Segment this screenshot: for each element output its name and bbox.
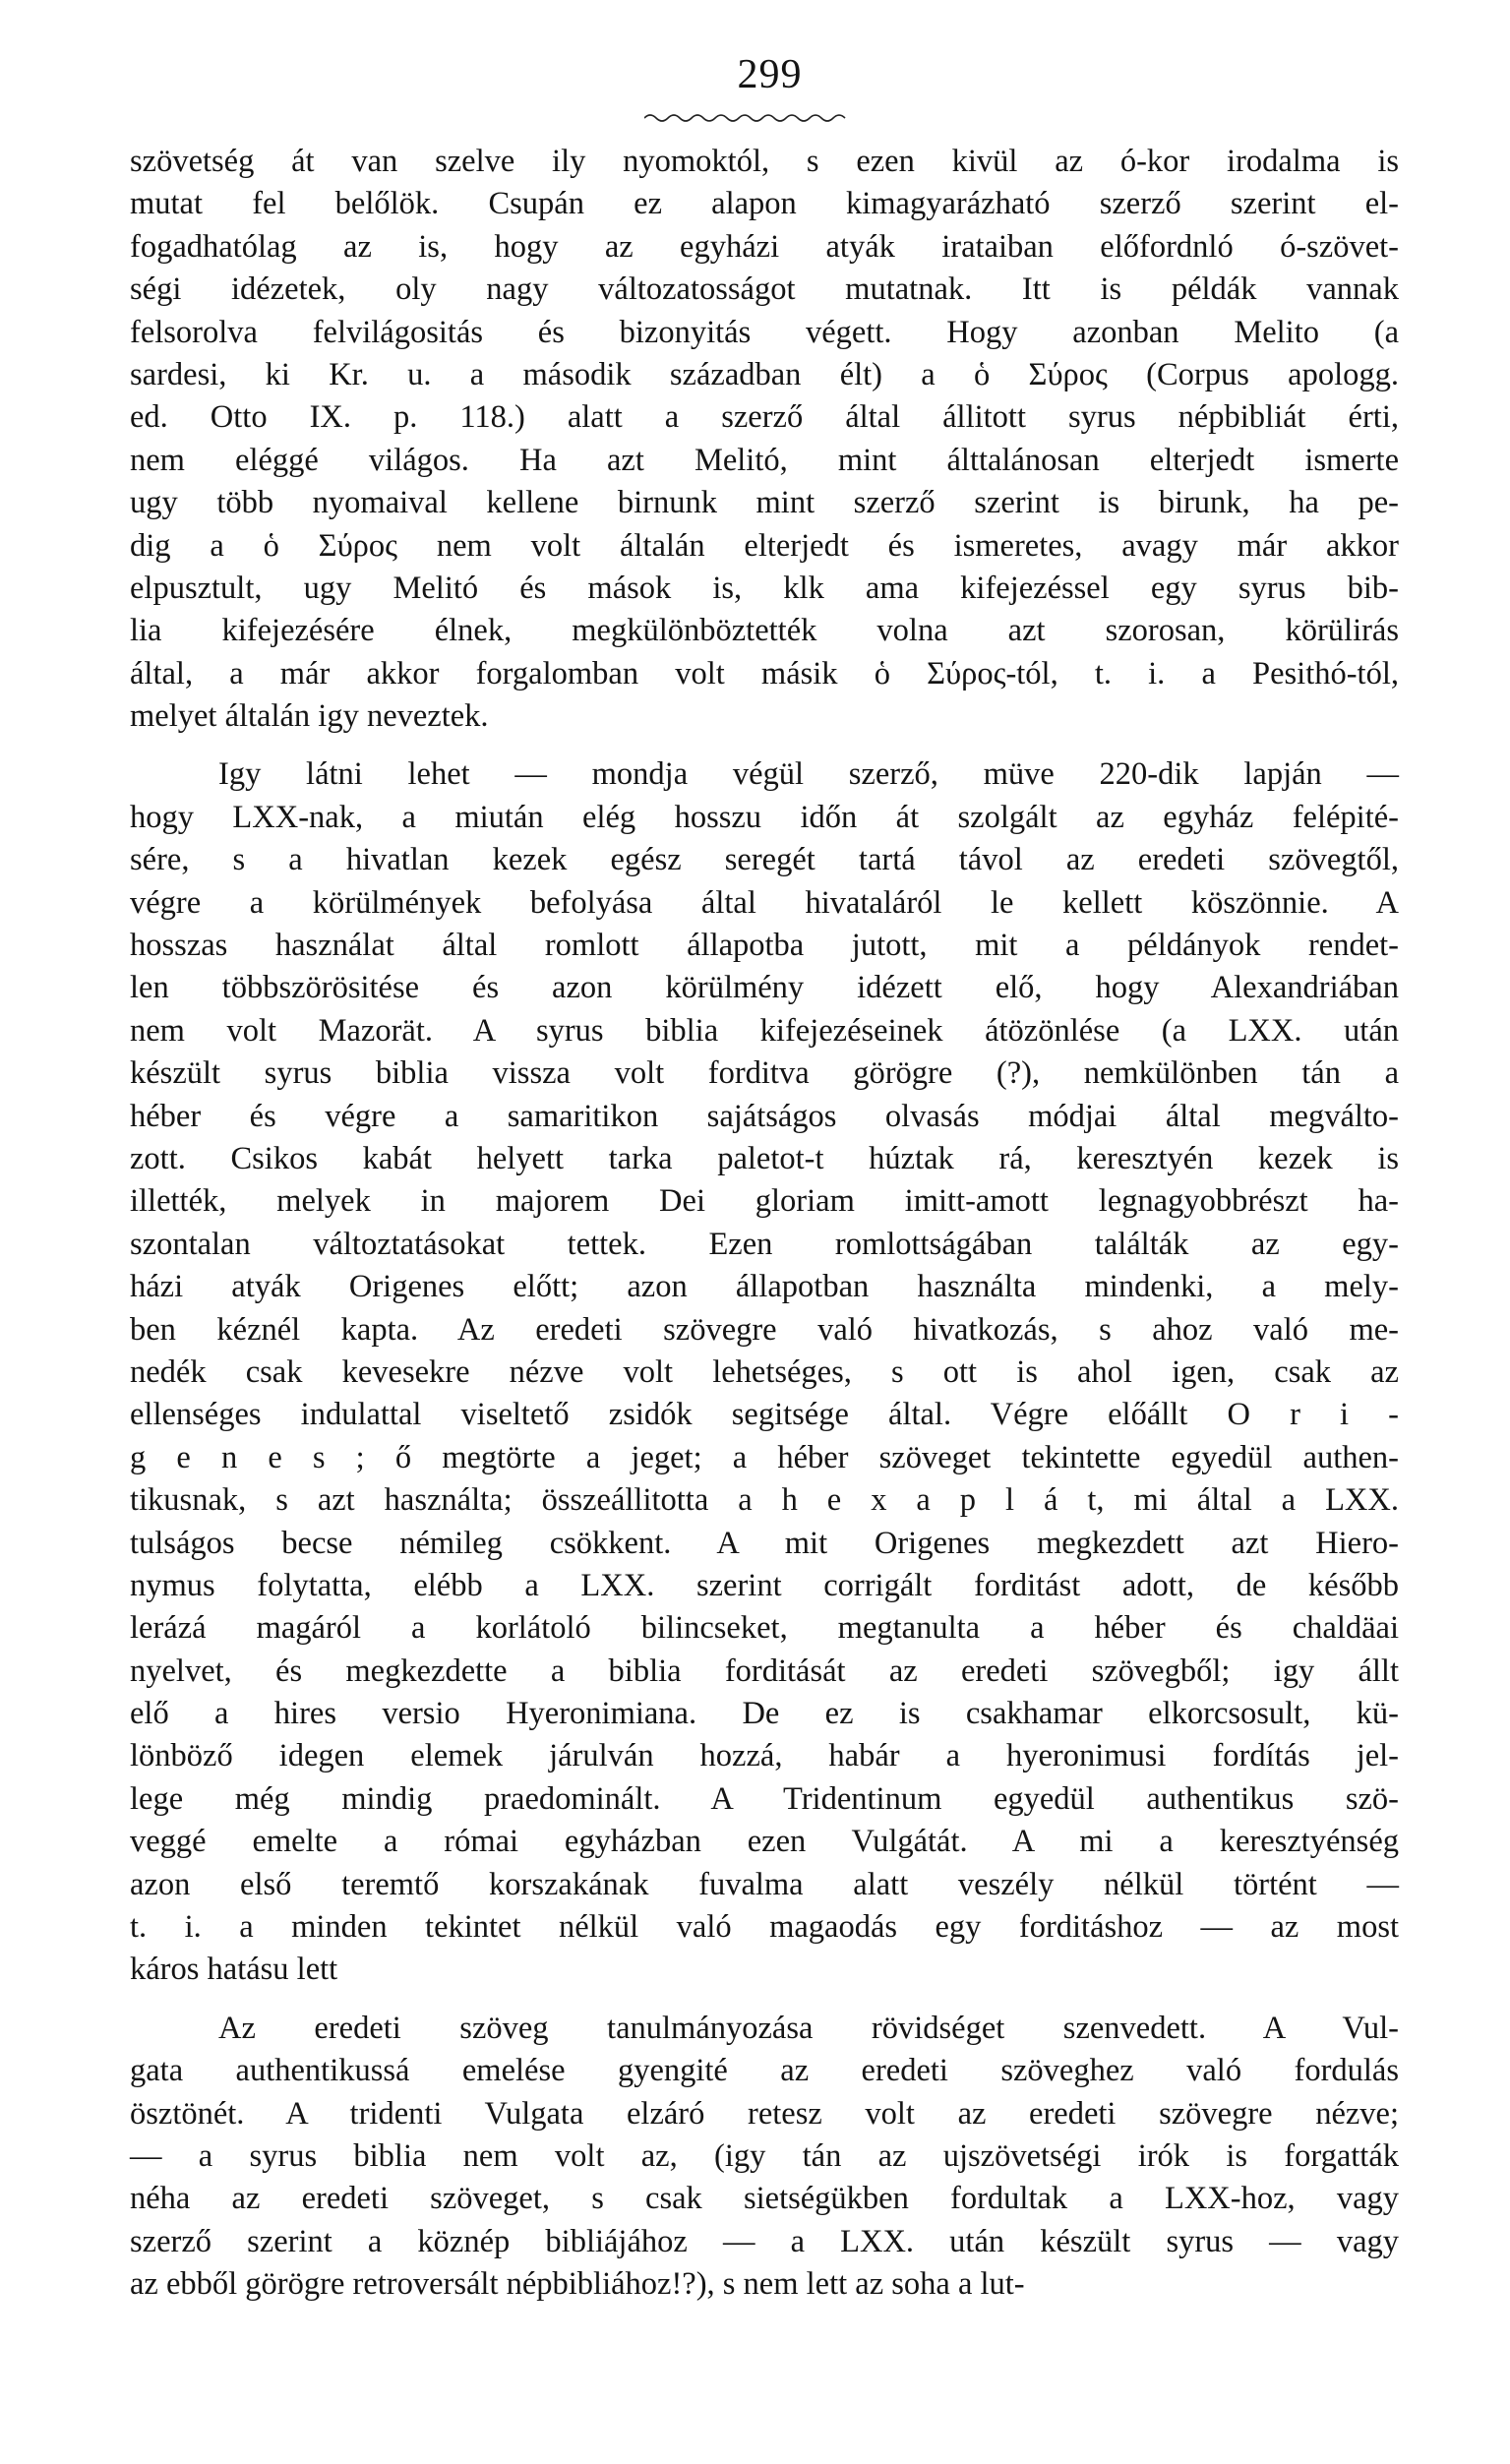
text-line: ed. Otto IX. p. 118.) alatt a szerző által állitott syrus népbibliát érti, [130, 399, 1399, 436]
text-line: gata authentikussá emelése gyengité az eredeti szöveghez való fordulás [130, 2053, 1399, 2089]
text-line: néha az eredeti szöveget, s csak sietségükben fordultak a LXX-hoz, vagy [130, 2181, 1399, 2217]
text-line: zott. Csikos kabát helyett tarka paletot-t húztak rá, keresztyén kezek is [130, 1140, 1399, 1176]
text-line: ellenséges indulattal viseltető zsidók segitsége által. Végre előállt O r i - [130, 1397, 1399, 1433]
text-line: Igy látni lehet — mondja végül szerző, müve 220-dik lapján — [218, 756, 1399, 793]
text-line: mutat fel belőlök. Csupán ez alapon kimagyarázható szerző szerint el- [130, 186, 1399, 222]
text-line: ösztönét. A tridenti Vulgata elzáró retesz volt az eredeti szövegre nézve; [130, 2095, 1399, 2132]
text-line: káros hatásu lett [130, 1952, 338, 1988]
text-line: nyelvet, és megkezdette a biblia forditását az eredeti szövegből; igy állt [130, 1653, 1399, 1689]
text-line: hosszas használat által romlott állapotba jutott, mit a példányok rendet- [130, 928, 1399, 964]
text-line: veggé emelte a római egyházban ezen Vulgátát. A mi a keresztyénség [130, 1824, 1399, 1860]
text-line: szontalan változtatásokat tettek. Ezen romlottságában találták az egy- [130, 1226, 1399, 1262]
wavy-rule-ornament [644, 110, 851, 126]
text-line: sére, s a hivatlan kezek egész seregét tartá távol az eredeti szövegtől, [130, 842, 1399, 878]
text-line: szövetség át van szelve ily nyomoktól, s ezen kivül az ó-kor irodalma is [130, 144, 1399, 179]
text-line: hogy LXX-nak, a miután elég hosszu időn át szolgált az egyház felépité- [130, 799, 1399, 835]
body-text [130, 141, 1399, 2307]
text-line: len többszörösitése és azon körülmény idézett elő, hogy Alexandriában [130, 970, 1399, 1006]
paragraph-gap [130, 1992, 1399, 2008]
text-line: — a syrus biblia nem volt az, (igy tán az ujszövetségi irók is forgatták [130, 2137, 1399, 2174]
paragraph [130, 2008, 1399, 2307]
text-line: illették, melyek in majorem Dei gloriam imitt-amott legnagyobbrészt ha- [130, 1183, 1399, 1220]
text-line: szerző szerint a köznép bibliájához — a LXX. után készült syrus — vagy [130, 2223, 1399, 2259]
text-line: ugy több nyomaival kellene birnunk mint szerző szerint is birunk, ha pe- [130, 485, 1399, 521]
text-line: által, a már akkor forgalomban volt másik ὁ Σύρος-tól, t. i. a Pesithó-tól, [130, 655, 1399, 691]
text-line: ben kéznél kapta. Az eredeti szövegre való hivatkozás, s ahoz való me- [130, 1311, 1399, 1348]
page-number: 299 [737, 52, 803, 97]
paragraph [130, 141, 1399, 738]
text-line: elpusztult, ugy Melitó és mások is, klk ama kifejezéssel egy syrus bib- [130, 570, 1399, 606]
text-line: nedék csak kevesekre nézve volt lehetséges, s ott is ahol igen, csak az [130, 1353, 1399, 1390]
text-line: melyet általán igy neveztek. [130, 698, 489, 735]
page-header [0, 51, 1510, 98]
text-line: nem volt Mazorät. A syrus biblia kifejezéseinek átözönlése (a LXX. után [130, 1012, 1399, 1049]
text-line: ségi idézetek, oly nagy változatosságot mutatnak. Itt is példák vannak [130, 271, 1399, 308]
text-line: az ebből görögre retroversált népbibliához!?), s nem lett az soha a lut- [130, 2266, 1025, 2303]
text-line: fogadhatólag az is, hogy az egyházi atyák irataiban előfordnló ó-szövet- [130, 228, 1399, 265]
text-line: héber és végre a samaritikon sajátságos olvasás módjai által megválto- [130, 1098, 1399, 1134]
text-line: lerázá magáról a korlátoló bilincseket, megtanulta a héber és chaldäai [130, 1610, 1399, 1647]
paragraph-gap [130, 738, 1399, 753]
text-line: lia kifejezésére élnek, megkülönböztették volna azt szorosan, körülirás [130, 613, 1399, 649]
text-line: sardesi, ki Kr. u. a második században élt) a ὁ Σύρος (Corpus apologg. [130, 356, 1399, 392]
text-line: t. i. a minden tekintet nélkül való magaodás egy forditáshoz — az most [130, 1909, 1399, 1946]
text-line: g e n e s ; ő megtörte a jeget; a héber szöveget tekintette egyedül authen- [130, 1439, 1399, 1475]
text-line: dig a ὁ Σύρος nem volt általán elterjedt és ismeretes, avagy már akkor [130, 527, 1399, 564]
text-line: Az eredeti szöveg tanulmányozása rövidséget szenvedett. A Vul- [218, 2010, 1399, 2046]
text-line: házi atyák Origenes előtt; azon állapotban használta mindenki, a mely- [130, 1269, 1399, 1305]
text-line: lönböző idegen elemek járulván hozzá, habár a hyeronimusi fordítás jel- [130, 1738, 1399, 1774]
text-line: azon első teremtő korszakának fuvalma alatt veszély nélkül történt — [130, 1866, 1399, 1902]
text-line: tikusnak, s azt használta; összeállitotta a h e x a p l á t, mi által a LXX. [130, 1482, 1399, 1519]
text-line: végre a körülmények befolyása által hivataláról le kellett köszönnie. A [130, 884, 1399, 921]
text-line: nem eléggé világos. Ha azt Melitó, mint álttalánosan elterjedt ismerte [130, 442, 1399, 478]
text-line: felsorolva felvilágositás és bizonyitás végett. Hogy azonban Melito (a [130, 314, 1399, 350]
text-line: elő a hires versio Hyeronimiana. De ez is csakhamar elkorcsosult, kü- [130, 1696, 1399, 1732]
text-line: készült syrus biblia vissza volt forditva görögre (?), nemkülönben tán a [130, 1055, 1399, 1092]
text-line: nymus folytatta, elébb a LXX. szerint corrigált forditást adott, de később [130, 1567, 1399, 1603]
text-line: tulságos becse némileg csökkent. A mit Origenes megkezdett azt Hiero- [130, 1525, 1399, 1561]
text-line: lege még mindig praedominált. A Tridentinum egyedül authentikus szö- [130, 1780, 1399, 1817]
paragraph [130, 753, 1399, 1991]
